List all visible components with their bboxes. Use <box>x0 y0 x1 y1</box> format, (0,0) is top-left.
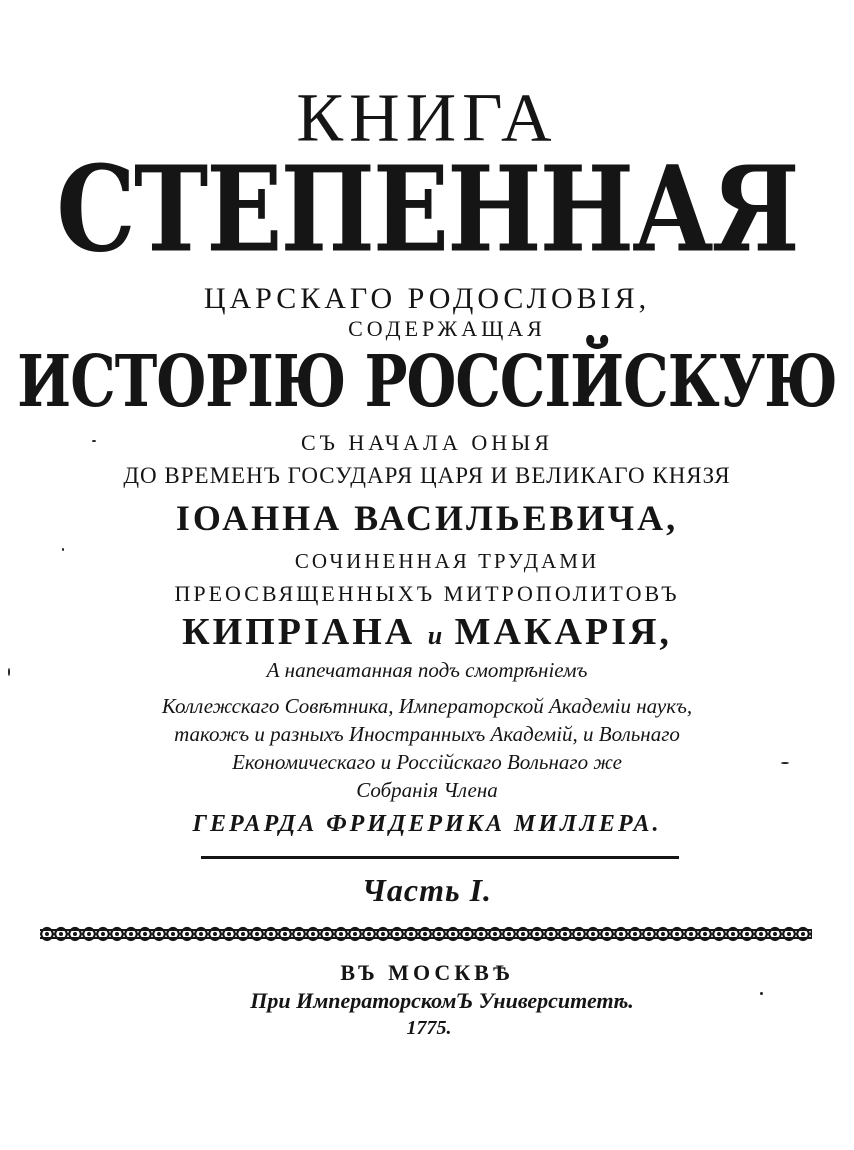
authors-line <box>0 613 854 651</box>
scan-speck <box>760 992 763 995</box>
ornament-border <box>40 924 812 944</box>
subtitle-sochin: СОЧИНЕННАЯ ТРУДАМИ <box>294 549 600 573</box>
title-kniga: КНИГА <box>296 80 558 157</box>
volume-label: Часть I. <box>361 872 493 908</box>
subtitle-nachala: СЪ НАЧАЛА ОНЫЯ <box>301 430 553 455</box>
editor-line-1: Коллежскаго Совѣтника, Императорской Академіи наукъ, <box>161 694 693 718</box>
imprint-city: ВЪ МОСКВѢ <box>340 960 514 985</box>
subtitle-do-vremen: ДО ВРЕМЕНЪ ГОСУДАРЯ ЦАРЯ И ВЕЛИКАГО КНЯЗЯ <box>123 463 731 488</box>
author-conjunction: и <box>427 621 443 650</box>
scan-speck <box>92 440 96 442</box>
imprint-year: 1775. <box>406 1017 452 1039</box>
subtitle-rodoslovie: ЦАРСКАГО РОДОСЛОВІЯ, <box>203 282 651 315</box>
editor-line-4: Собранія Члена <box>356 778 498 802</box>
author-makariya: МАКАРІЯ, <box>454 611 672 653</box>
title-ioanna: ІОАННА ВАСИЛЬЕВИЧА, <box>175 498 679 538</box>
subtitle-soderzh: СОДЕРЖАЩАЯ <box>348 316 546 341</box>
imprint-publisher: При ИмператорскомЪ Университетѣ. <box>250 988 634 1013</box>
editor-name: ГЕРАРДА ФРИДЕРИКА МИЛЛЕРА. <box>192 811 662 837</box>
editor-line-2: такожъ и разныхъ Иностранныхъ Академій, и Вольнаго <box>174 722 680 746</box>
scan-speck <box>781 762 789 764</box>
scan-speck <box>8 668 10 676</box>
author-kipriana: КИПРІАНА <box>182 611 416 653</box>
scan-speck <box>62 548 64 551</box>
title-istoriyu: ИСТОРІЮ РОССІЙСКУЮ <box>17 339 837 423</box>
subtitle-preosv: ПРЕОСВЯЩЕННЫХЪ МИТРОПОЛИТОВЪ <box>174 581 680 606</box>
editor-intro: А напечатанная подъ смотрѣніемъ <box>266 658 588 682</box>
editor-line-3: Економическаго и Россійскаго Вольнаго же <box>232 750 622 774</box>
horizontal-rule <box>201 856 679 859</box>
title-stepennaya: СТЕПЕННАЯ <box>56 139 798 279</box>
